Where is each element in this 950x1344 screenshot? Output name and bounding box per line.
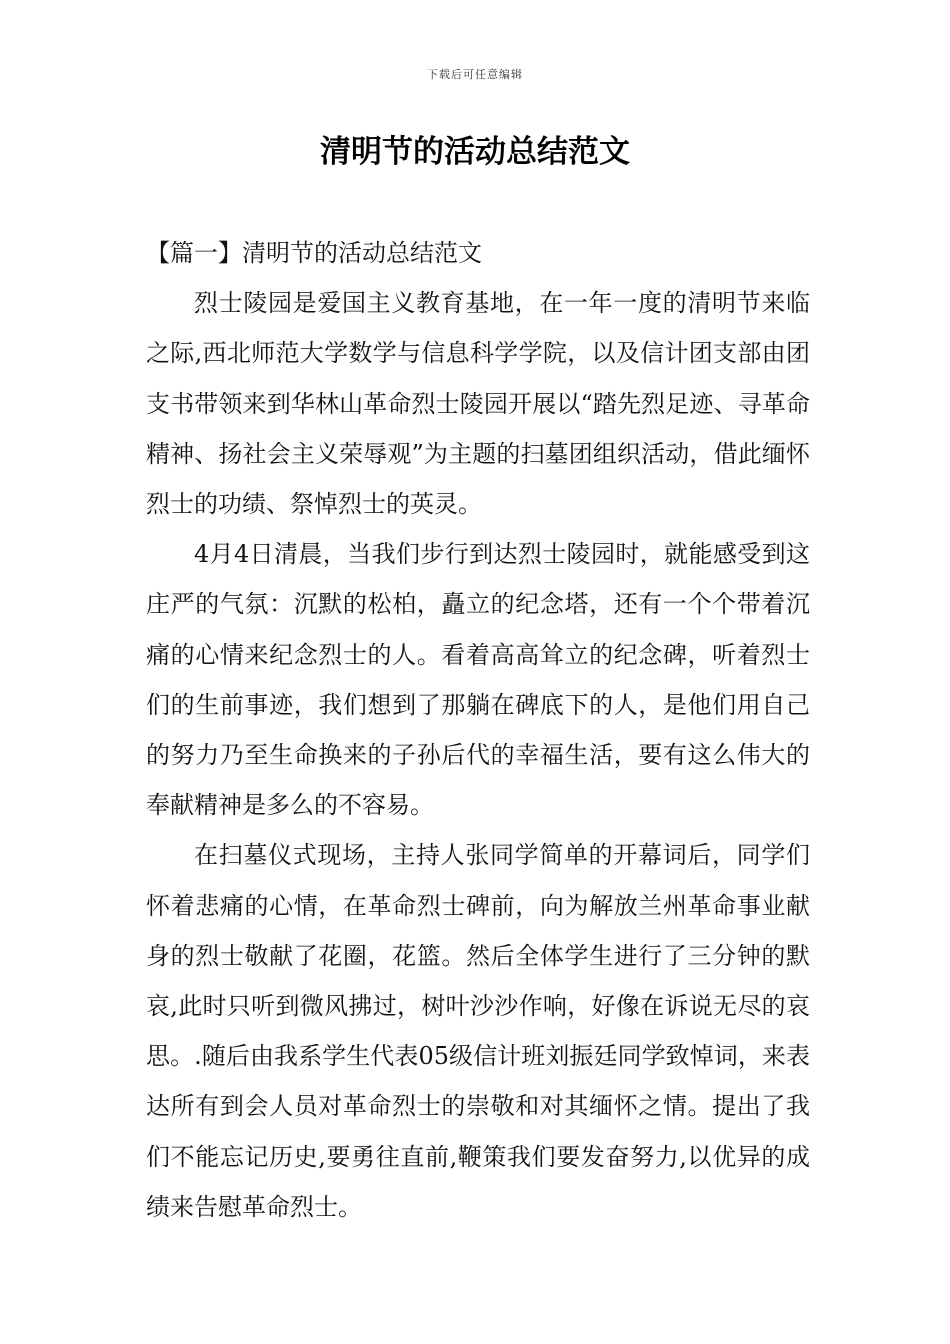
- header-note: 下载后可任意编辑: [427, 68, 523, 81]
- section-heading: 【篇一】清明节的活动总结范文: [146, 239, 482, 267]
- document-body: [146, 228, 810, 1232]
- paragraph-3: 在扫墓仪式现场，主持人张同学简单的开幕词后，同学们怀着悲痛的心情，在革命烈士碑前，向为解放兰州革命事业献身的烈士敬献了花圈，花篮。然后全体学生进行了三分钟的默哀,此时只听到微风拂过，树叶沙沙作响，好像在诉说无尽的哀思。.随后由我系学生代表05级信计班刘振廷同学致悼词，来表达所有到会人员对革命烈士的崇敬和对其缅怀之情。提出了我们不能忘记历史,要勇往直前,鞭策我们要发奋努力,以优异的成绩来告慰革命烈士。: [146, 841, 810, 1221]
- document-title: 清明节的活动总结范文: [320, 134, 630, 170]
- paragraph-2: 4月4日清晨，当我们步行到达烈士陵园时，就能感受到这庄严的气氛：沉默的松柏，矗立的纪念塔，还有一个个带着沉痛的心情来纪念烈士的人。看着高高耸立的纪念碑，听着烈士们的生前事迹，我们想到了那躺在碑底下的人，是他们用自己的努力乃至生命换来的子孙后代的幸福生活，要有这么伟大的奉献精神是多么的不容易。: [146, 540, 810, 820]
- paragraph-1: 烈士陵园是爱国主义教育基地，在一年一度的清明节来临之际,西北师范大学数学与信息科学学院，以及信计团支部由团支书带领来到华林山革命烈士陵园开展以“踏先烈足迹、寻革命精神、扬社会主义荣辱观”为主题的扫墓团组织活动，借此缅怀烈士的功绩、祭悼烈士的英灵。: [146, 289, 810, 519]
